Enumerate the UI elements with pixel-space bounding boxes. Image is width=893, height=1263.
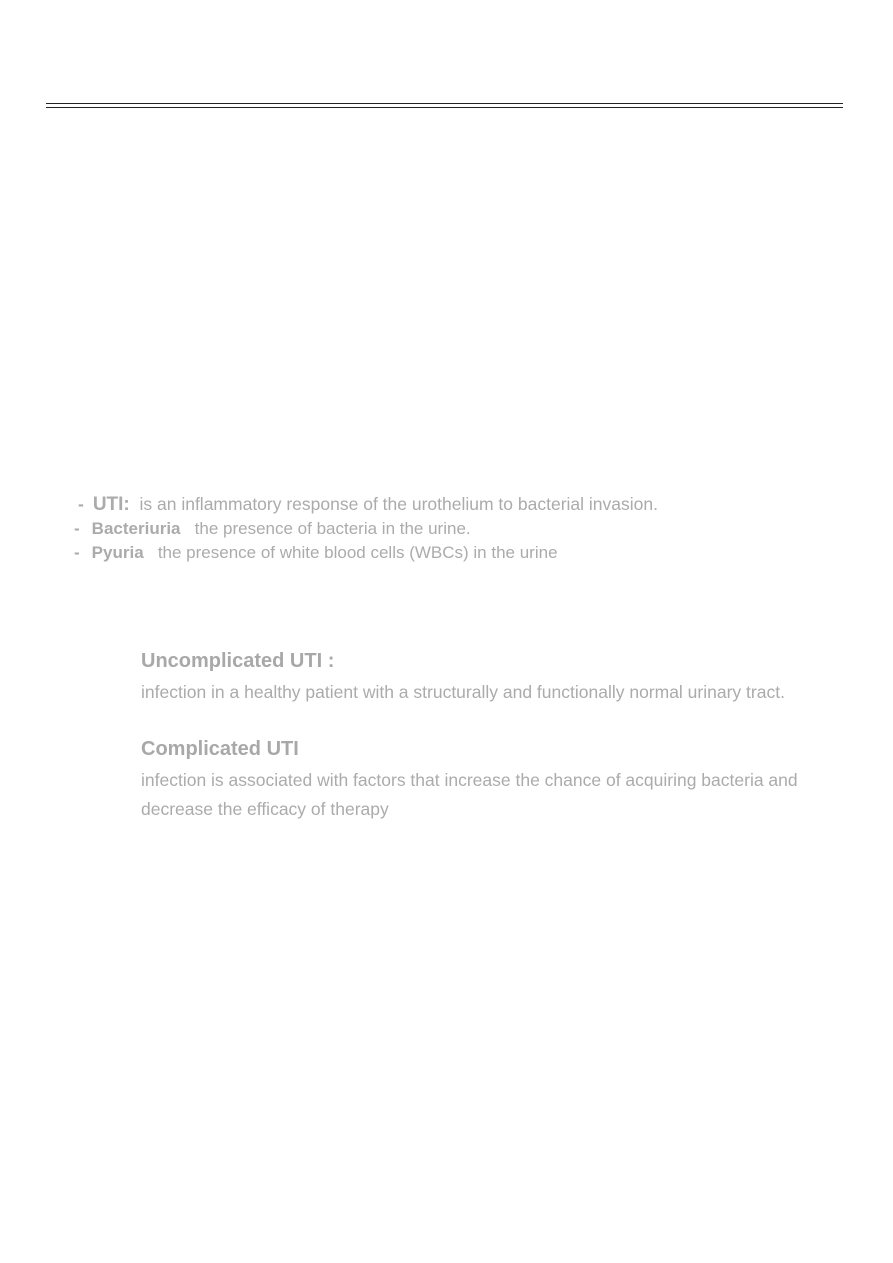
definition-pyuria [74,542,558,564]
header-rule-top [46,103,843,104]
section-heading: Uncomplicated UTI : [141,650,335,672]
bullet-dash: - [78,494,84,514]
definition-uti [78,493,658,516]
definition-term: UTI: [92,494,130,515]
section-heading: Complicated UTI [141,738,299,760]
definition-term: Pyuria [91,543,144,562]
definition-text: is an inflammatory response of the urothelium to bacterial invasion. [139,494,658,514]
definition-bacteriuria [74,518,471,540]
definition-term: Bacteriuria [91,519,181,538]
bullet-dash: - [74,519,80,538]
section-body: infection in a healthy patient with a structurally and functionally normal urinary tract. [141,682,785,702]
definition-text: the presence of white blood cells (WBCs) in the urine [157,543,558,562]
section-uncomplicated-uti [141,648,841,707]
bullet-dash: - [74,543,80,562]
section-complicated-uti [141,736,841,824]
definition-text: the presence of bacteria in the urine. [194,519,471,538]
section-body: infection is associated with factors that increase the chance of acquiring bacteria and decrease the efficacy of therapy [141,770,798,819]
header-rule-bottom [46,107,843,108]
